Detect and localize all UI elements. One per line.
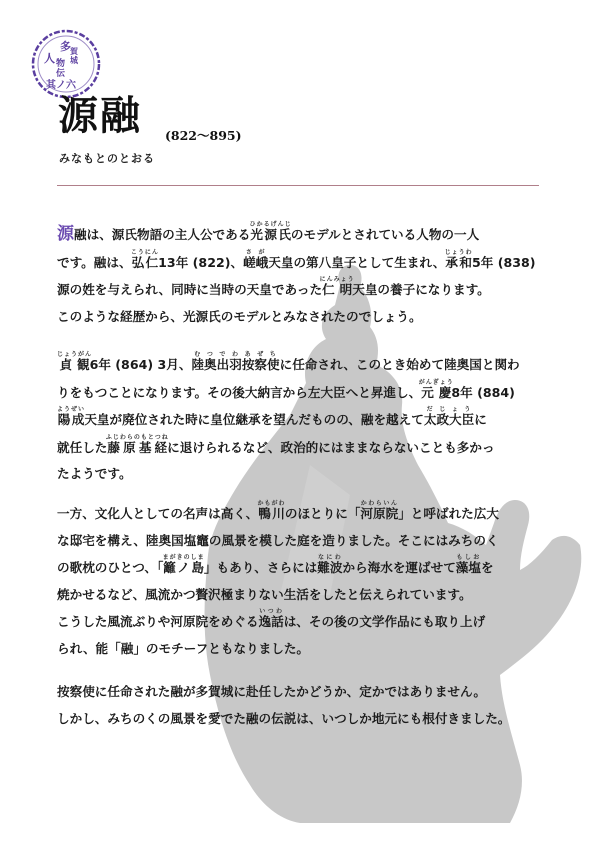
text-run: 一方、文化人としての名声は高く、 [57, 506, 259, 521]
ruby-term: 嵯峨さが [243, 248, 269, 270]
ruby-term: 逸話いつわ [258, 608, 284, 630]
text-line: たようです。 [57, 466, 132, 482]
text-run: 融は、源氏物語の主人公である [74, 227, 251, 242]
text-run: から海水を運ばせて [342, 560, 456, 576]
text-run: りをもつことになります。その後大納言から左大臣へと昇進し、 [57, 384, 422, 400]
ruby-term: 陸奥出羽按察使むつでわあぜち [191, 351, 280, 372]
text-run: 天皇の第八皇子として生まれ、 [268, 254, 446, 270]
text-line [57, 379, 542, 407]
svg-text:城: 城 [70, 56, 78, 65]
text-line [57, 434, 542, 462]
text-run: 6年 (864) 3月、 [89, 357, 192, 372]
paragraph-3 [57, 500, 542, 663]
text-run: 8年 (884) [451, 384, 515, 400]
ruby-term: 籬ノ島まがきのしま [162, 554, 205, 576]
text-line: な邸宅を構え、陸奥国塩竈の風景を模した庭を造りました。そこにはみちのく [57, 532, 499, 548]
ruby-term: 承和じょうわ [444, 248, 473, 270]
text-line [57, 351, 542, 379]
text-run: 」と呼ばれた広大 [398, 506, 499, 521]
ruby-term: 光源氏ひかるげんじ [249, 221, 292, 242]
svg-text:人: 人 [44, 52, 55, 65]
header-divider [57, 185, 539, 186]
ruby-term: 藤原基経ふじわらのもとつね [105, 433, 169, 455]
text-run: 天皇が廃位された時に皇位継承を望んだものの、融を越えて [84, 412, 424, 428]
lifespan-years: (822〜895) [165, 128, 242, 143]
text-run: の歌枕のひとつ、「 [57, 560, 164, 576]
paragraph-1 [57, 221, 542, 330]
text-run: です。融は、 [57, 254, 132, 270]
text-run: に任命され、このとき始めて陸奥国と関わ [279, 357, 520, 372]
text-run: に退けられるなど、政治的にはままならないことも多かっ [167, 439, 495, 455]
text-line: 按察使に任命された融が多賀城に赴任したかどうか、定かではありません。 [57, 684, 486, 699]
text-run: 5年 (838) [471, 254, 536, 270]
text-run: 13年 (822)、 [158, 254, 244, 270]
text-line [57, 249, 542, 277]
page-title: 源融 [58, 92, 142, 139]
text-run: 天皇の養子になります。 [352, 282, 490, 298]
text-line [57, 500, 542, 528]
series-stamp-logo [30, 28, 102, 100]
svg-text:賀: 賀 [70, 47, 78, 56]
ruby-term: 貞観じょうがん [57, 351, 93, 372]
ruby-term: 鴨川かもがわ [257, 500, 286, 521]
drop-initial: 源 [57, 224, 74, 244]
ruby-term: 陽成ようぜい [57, 406, 86, 428]
ruby-term: 河原院かわらいん [360, 500, 399, 521]
svg-text:物: 物 [56, 59, 66, 69]
text-line [57, 221, 542, 249]
text-line [57, 406, 542, 434]
ruby-term: 難波なにわ [317, 554, 343, 576]
text-run: に [474, 412, 487, 428]
ruby-term: 元慶がんぎょう [418, 378, 454, 400]
text-run: を [480, 560, 494, 576]
ruby-term: 弘仁こうにん [130, 248, 159, 270]
text-run: のモデルとされている人物の一人 [290, 227, 480, 242]
text-line [57, 276, 542, 304]
text-run: 就任した [57, 439, 108, 455]
title-reading: みなもとのとおる [59, 152, 155, 165]
text-line: 焼かせるなど、風流かつ贅沢極まりない生活をしたと伝えられています。 [57, 586, 472, 602]
text-run: こうした風流ぶりや河原院をめぐる [57, 614, 259, 630]
ruby-term: 太政大臣だじょう [423, 406, 475, 428]
ruby-term: 仁明にんみょう [319, 276, 355, 298]
text-run: は、その後の文学作品にも取り上げ [283, 614, 486, 630]
text-run: 源の姓を与えられ、同時に当時の天皇であった [57, 282, 323, 298]
svg-text:其ノ六: 其ノ六 [46, 80, 76, 91]
svg-text:多: 多 [60, 40, 71, 53]
text-line [57, 608, 542, 636]
text-line: しかし、みちのくの風景を愛でた融の伝説は、いつしか地元にも根付きました。 [57, 710, 511, 726]
text-run: 」もあり、さらには [203, 560, 318, 576]
svg-text:伝: 伝 [56, 69, 66, 79]
text-line: このような経歴から、光源氏のモデルとみなされたのでしょう。 [57, 308, 422, 324]
ruby-term: 藻塩もしお [455, 554, 481, 576]
paragraph-4 [57, 679, 542, 732]
paragraph-2 [57, 351, 542, 488]
text-run: のほとりに「 [284, 506, 361, 521]
text-line: られ、能「融」のモチーフともなりました。 [57, 640, 310, 656]
text-line [57, 554, 542, 582]
